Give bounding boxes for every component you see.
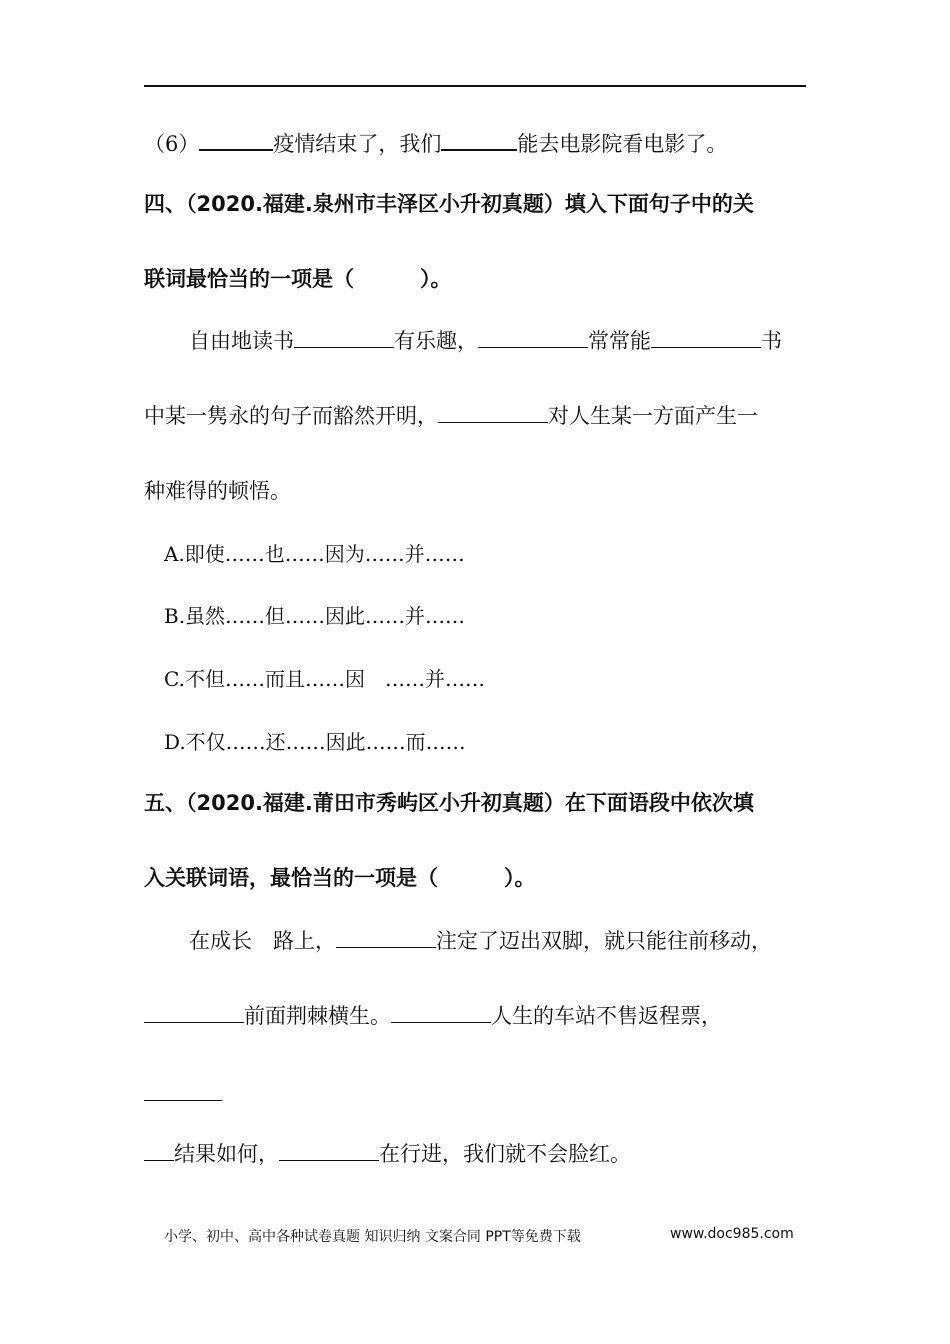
passage-text: 结果如何， [174, 1142, 279, 1166]
q5-passage-line1 [189, 927, 772, 955]
item-number: （6） [144, 132, 200, 156]
q5-title-line1: 五、（2020.福建.莆田市秀屿区小升初真题）在下面语段中依次填 [144, 791, 754, 815]
q4-passage-line3: 种难得的顿悟。 [144, 479, 291, 503]
fill-blank[interactable] [336, 927, 436, 948]
fill-blank[interactable] [478, 327, 588, 348]
passage-text: 书 [761, 329, 782, 353]
passage-text: 注定了迈出双脚，就只能往前移动， [436, 929, 772, 953]
q5-title-line2 [144, 864, 536, 892]
q4-option-c[interactable]: C.不但……而且……因 ……并…… [164, 667, 485, 691]
title-text: ）。 [504, 866, 536, 890]
fill-blank[interactable] [438, 402, 548, 423]
sentence-part: 能去电影院看电影了。 [517, 132, 728, 156]
fill-blank[interactable] [144, 1002, 244, 1023]
fill-blank[interactable] [294, 327, 394, 348]
passage-text: 人生的车站不售返程票， [491, 1004, 722, 1028]
q4-option-b[interactable]: B.虽然……但……因此……并…… [164, 604, 466, 628]
fill-blank[interactable] [651, 327, 761, 348]
footer-link[interactable]: www.doc985.com [670, 1226, 794, 1242]
fill-blank[interactable] [279, 1140, 379, 1161]
passage-text: 对人生某一方面产生一 [548, 404, 758, 428]
passage-text: 常常能 [588, 329, 651, 353]
q4-title-line1: 四、（2020.福建.泉州市丰泽区小升初真题）填入下面句子中的关 [144, 192, 754, 216]
sentence-part: 疫情结束了，我们 [273, 132, 442, 156]
title-text: 联词最恰当的一项是（ [144, 267, 354, 291]
passage-text: 自由地读书 [189, 329, 294, 353]
fill-blank[interactable] [199, 129, 273, 151]
title-text: 入关联词语，最恰当的一项是（ [144, 866, 438, 890]
q4-passage-line2 [144, 402, 758, 430]
q3-item-6 [144, 129, 727, 158]
q4-title-line2 [144, 265, 452, 293]
passage-text: 在行进，我们就不会脸红。 [379, 1142, 631, 1166]
header-rule [144, 85, 806, 87]
passage-text: 前面荆棘横生。 [244, 1004, 391, 1028]
fill-blank[interactable] [144, 1080, 222, 1101]
title-text: ）。 [420, 267, 452, 291]
q5-passage-line3 [144, 1140, 631, 1168]
passage-text: 中某一隽永的句子而豁然开明， [144, 404, 438, 428]
q5-passage-line2 [144, 1002, 722, 1030]
passage-text: 有乐趣， [394, 329, 478, 353]
page-footer [164, 1226, 804, 1246]
q4-passage-line1 [189, 327, 782, 355]
footer-text: 小学、初中、高中各种试卷真题 知识归纳 文案合同 PPT等免费下载 [164, 1229, 581, 1245]
fill-blank[interactable] [391, 1002, 491, 1023]
q4-option-a[interactable]: A.即使……也……因为……并…… [164, 542, 465, 566]
fill-blank[interactable] [144, 1140, 174, 1161]
passage-text: 在成长 路上， [189, 929, 336, 953]
q4-option-d[interactable]: D.不仅……还……因此……而…… [164, 730, 466, 754]
fill-blank[interactable] [441, 129, 517, 151]
